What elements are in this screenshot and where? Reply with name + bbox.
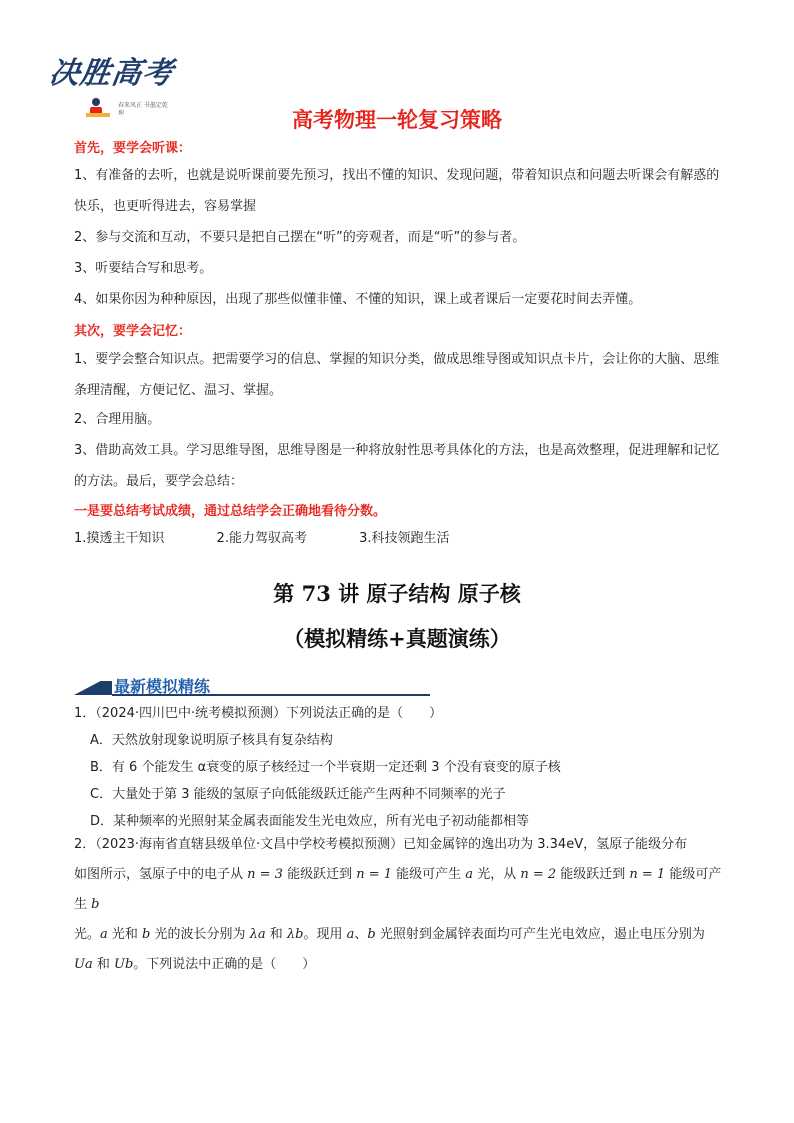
question-1-stem: 1．（2024·四川巴中·统考模拟预测）下列说法正确的是（ ）	[74, 706, 443, 721]
listen-item-1: 1、有准备的去听，也就是说听课前要先预习，找出不懂的知识、发现问题，带着知识点和问题去听课会有解惑的快乐，也更听得进去，容易掌握	[74, 168, 720, 214]
listen-item-4: 4、如果你因为种种原因，出现了那些似懂非懂、不懂的知识，课上或者课后一定要花时间去弄懂。	[74, 292, 642, 307]
section-label: 最新模拟精练	[114, 677, 211, 696]
q2-line-3: 光。a 光和 b 光的波长分别为 λa 和 λb。现用 a、b 光照射到金属锌表面均可产生光电效应，遏止电压分别为	[74, 927, 705, 942]
logo-text: 决胜高考	[47, 56, 176, 91]
heading-listen: 首先，要学会听课：	[74, 141, 192, 156]
question-2-stem	[74, 830, 726, 980]
memory-item-3: 3、借助高效工具。学习思维导图，思维导图是一种将放射性思考具体化的方法，也是高效整理，促进理解和记忆的方法。最后，要学会总结：	[74, 443, 720, 489]
q2-line-2: 如图所示，氢原子中的电子从 n = 3 能级跃迁到 n = 1 能级可产生 a 光，从 n = 2 能级跃迁到 n = 1 能级可产生 b	[74, 867, 722, 912]
q2-line-4: Ua 和 Ub。下列说法中正确的是（ ）	[74, 957, 316, 972]
heading-memory: 其次，要学会记忆：	[74, 324, 192, 339]
lecture-subtitle: （模拟精练+真题演练）	[283, 626, 511, 651]
listen-item-2: 2、参与交流和互动，不要只是把自己摆在“听”的旁观者，而是“听”的参与者。	[74, 230, 526, 245]
tip-2: 2.能力驾驭高考	[216, 531, 307, 546]
listen-item-3: 3、听要结合写和思考。	[74, 261, 213, 276]
page-title: 高考物理一轮复习策略	[292, 108, 502, 132]
tip-3: 3.科技领跑生活	[359, 531, 450, 546]
section-marker-icon	[74, 681, 112, 695]
q1-option-d: D．某种频率的光照射某金属表面能发生光电效应，所有光电子初动能都相等	[90, 814, 530, 829]
lecture-title: 第 73 讲 原子结构 原子核	[273, 581, 521, 606]
q1-option-a: A．天然放射现象说明原子核具有复杂结构	[90, 733, 333, 748]
section-header	[74, 673, 430, 697]
q2-line-1: 2．（2023·海南省直辖县级单位·文昌中学校考模拟预测）已知金属锌的逸出功为 3.34eV，氢原子能级分布	[74, 837, 688, 852]
memory-item-1: 1、要学会整合知识点。把需要学习的信息、掌握的知识分类，做成思维导图或知识点卡片，会让你的大脑、思维条理清醒，方便记忆、温习、掌握。	[74, 352, 720, 398]
q1-option-c: C．大量处于第 3 能级的氢原子向低能级跃迁能产生两种不同频率的光子	[90, 787, 506, 802]
memory-item-2: 2、合理用脑。	[74, 412, 161, 427]
summary-line: 一是要总结考试成绩，通过总结学会正确地看待分数。	[74, 504, 387, 519]
logo-subtitle: 春来风正 书墨定乾坤	[118, 102, 168, 117]
tip-1: 1.摸透主干知识	[74, 531, 165, 546]
tips-row	[74, 527, 498, 546]
q1-option-b: B．有 6 个能发生 α衰变的原子核经过一个半衰期一定还剩 3 个没有衰变的原子核	[90, 760, 561, 775]
